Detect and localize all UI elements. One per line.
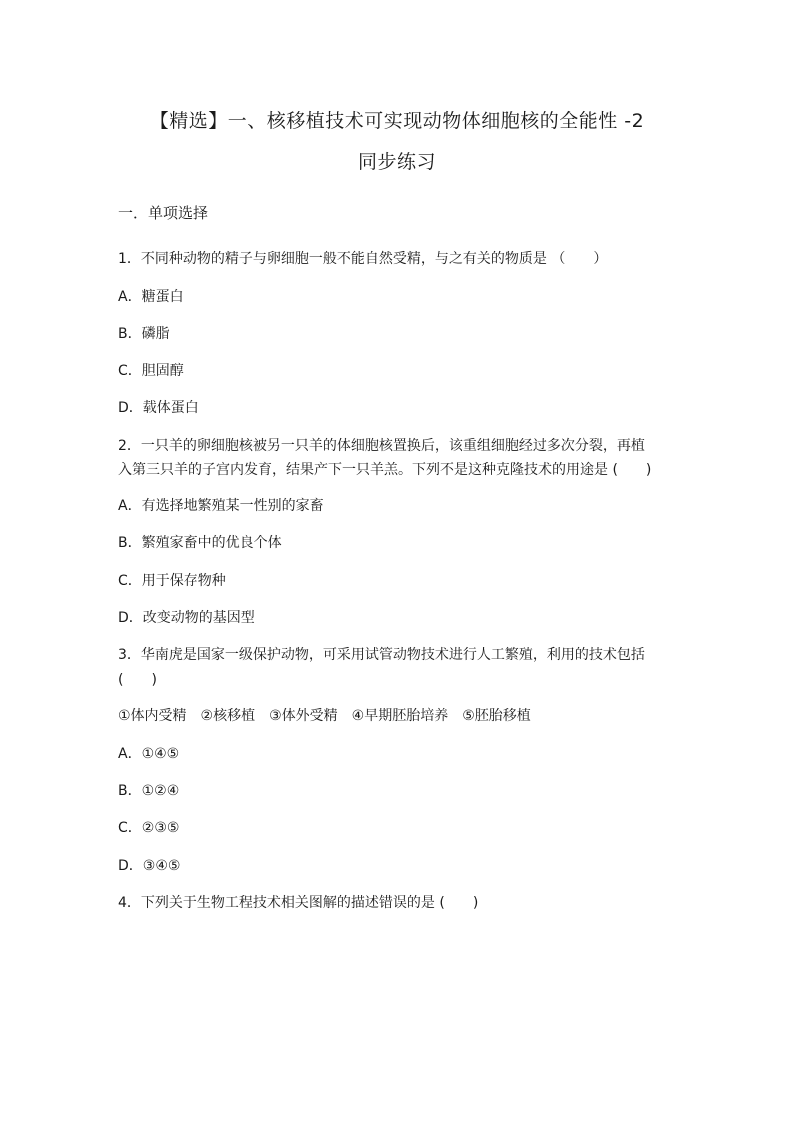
question-3-option-d: D．③④⑤ xyxy=(118,858,181,874)
document-title-line-1: 【精选】一、核移植技术可实现动物体细胞核的全能性 -2 xyxy=(149,110,645,132)
question-3-stem-line-2: ( ) xyxy=(118,672,157,688)
question-2-option-c: C．用于保存物种 xyxy=(118,573,226,589)
question-3-option-a: A．①④⑤ xyxy=(118,746,180,762)
question-3-stem-line-1: 3．华南虎是国家一级保护动物，可采用试管动物技术进行人工繁殖，利用的技术包括 xyxy=(118,647,645,663)
question-1-stem: 1．不同种动物的精子与卵细胞一般不能自然受精，与之有关的物质是 （ ） xyxy=(118,251,608,267)
question-2-stem-line-2: 入第三只羊的子宫内发育，结果产下一只羊羔。下列不是这种克隆技术的用途是 ( ) xyxy=(118,462,652,478)
question-2-stem-line-1: 2．一只羊的卵细胞核被另一只羊的体细胞核置换后，该重组细胞经过多次分裂，再植 xyxy=(118,438,645,454)
section-heading: 一．单项选择 xyxy=(118,204,209,222)
question-4-stem: 4．下列关于生物工程技术相关图解的描述错误的是 ( ) xyxy=(118,895,479,911)
question-1-option-a: A．糖蛋白 xyxy=(118,289,184,305)
question-2-option-d: D．改变动物的基因型 xyxy=(118,610,255,626)
question-1-option-b: B．磷脂 xyxy=(118,326,170,342)
question-3-item-list: ①体内受精 ②核移植 ③体外受精 ④早期胚胎培养 ⑤胚胎移植 xyxy=(118,708,531,724)
question-3-option-b: B．①②④ xyxy=(118,783,180,799)
question-3-option-c: C．②③⑤ xyxy=(118,820,180,836)
question-2-option-b: B．繁殖家畜中的优良个体 xyxy=(118,535,282,551)
question-2-option-a: A．有选择地繁殖某一性别的家畜 xyxy=(118,498,324,514)
document-title-line-2: 同步练习 xyxy=(357,151,436,173)
question-1-option-c: C．胆固醇 xyxy=(118,363,184,379)
question-1-option-d: D．载体蛋白 xyxy=(118,400,199,416)
